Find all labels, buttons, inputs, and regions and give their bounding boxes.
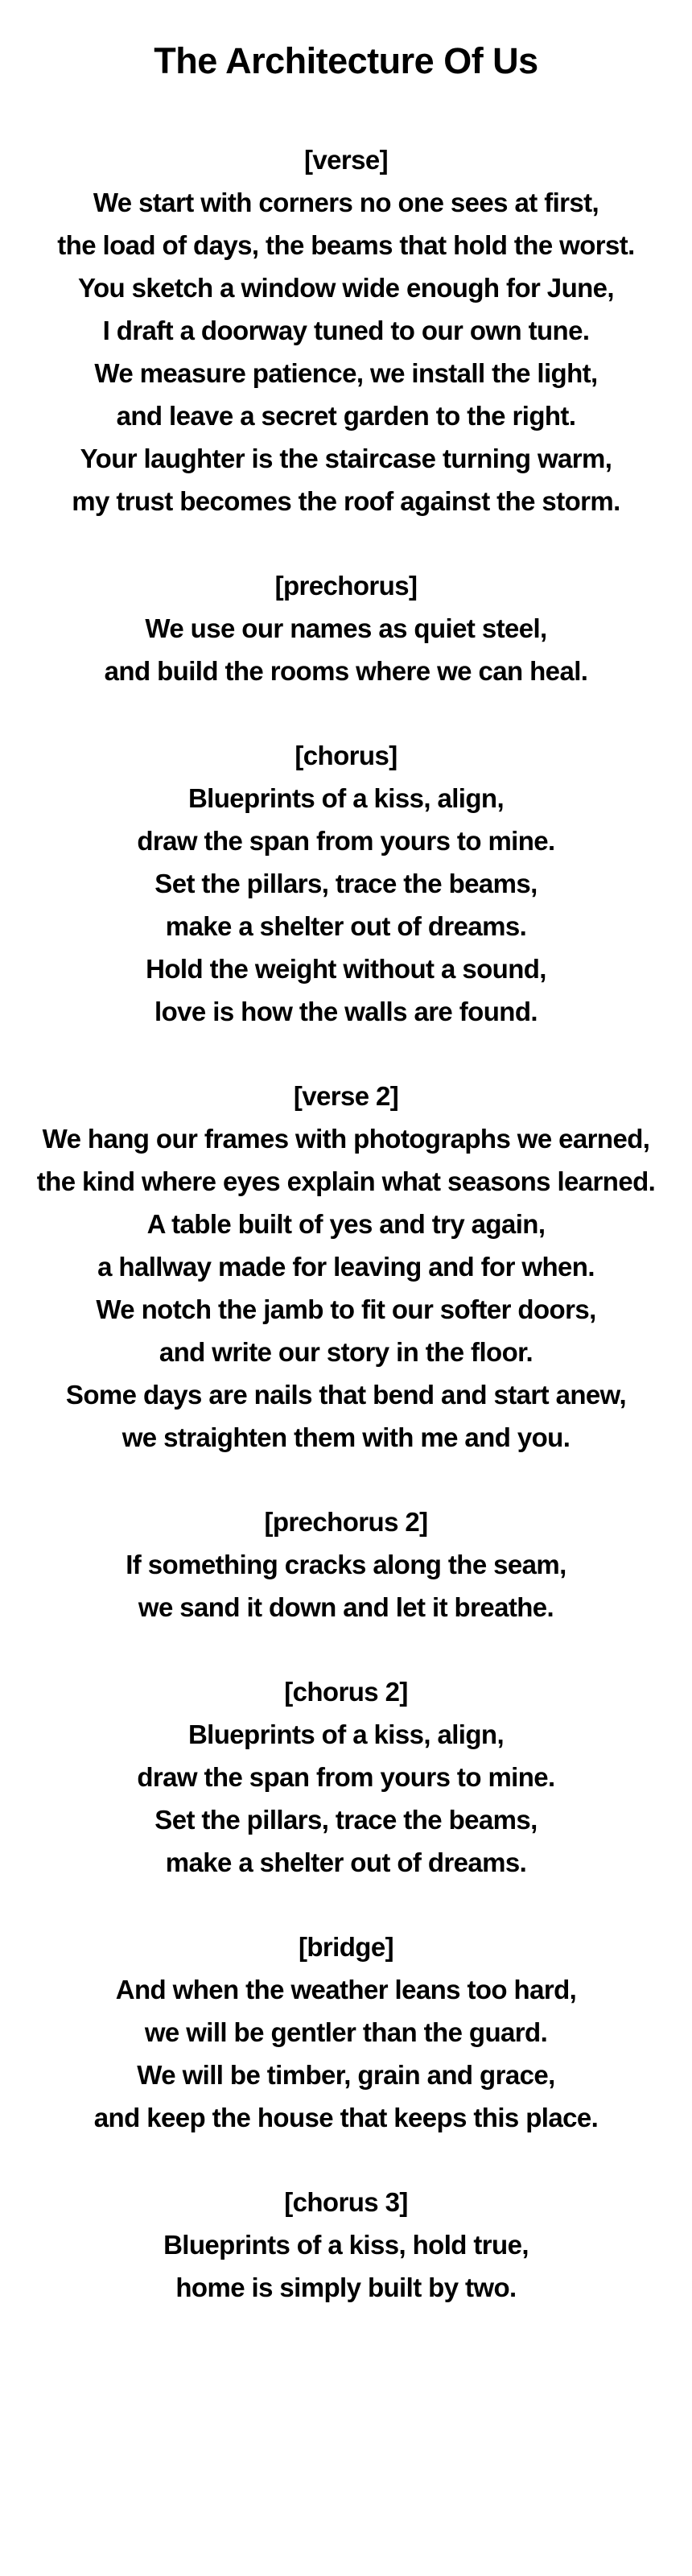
section-bridge	[0, 1926, 692, 2139]
section-chorus-2	[0, 1670, 692, 1884]
lyric-line: We start with corners no one sees at first,	[93, 188, 599, 217]
lyric-line: make a shelter out of dreams.	[165, 1847, 527, 1877]
lyric-line: Some days are nails that bend and start anew,	[65, 1380, 627, 1410]
section-label: [prechorus]	[274, 571, 418, 601]
lyric-line: we sand it down and let it breathe.	[138, 1592, 554, 1622]
lyric-line: we straighten them with me and you.	[122, 1422, 570, 1452]
lyric-line: and build the rooms where we can heal.	[104, 656, 588, 686]
lyric-line: We will be timber, grain and grace,	[137, 2060, 555, 2090]
lyric-line: and keep the house that keeps this place.	[93, 2103, 599, 2132]
lyric-line: We use our names as quiet steel,	[145, 613, 547, 643]
lyric-line: draw the span from yours to mine.	[137, 826, 555, 856]
lyric-line: the kind where eyes explain what seasons learned.	[36, 1166, 656, 1196]
lyric-line: make a shelter out of dreams.	[165, 911, 527, 941]
lyric-line: Blueprints of a kiss, hold true,	[163, 2230, 529, 2260]
section-label: [chorus]	[295, 741, 397, 770]
lyric-line: I draft a doorway tuned to our own tune.	[102, 316, 590, 345]
lyric-line: love is how the walls are found.	[154, 997, 538, 1026]
section-label: [verse 2]	[293, 1081, 399, 1111]
lyric-line: We measure patience, we install the light,	[94, 358, 598, 388]
section-label: [chorus 3]	[284, 2187, 408, 2217]
lyric-line: A table built of yes and try again,	[146, 1209, 546, 1239]
lyric-line: We notch the jamb to fit our softer doors,	[96, 1294, 596, 1324]
lyric-line: draw the span from yours to mine.	[137, 1762, 555, 1792]
section-chorus	[0, 734, 692, 1033]
lyric-line: and leave a secret garden to the right.	[116, 401, 576, 431]
lyric-line: Hold the weight without a sound,	[146, 954, 546, 984]
lyric-line: Blueprints of a kiss, align,	[187, 783, 505, 813]
section-label: [prechorus 2]	[264, 1507, 428, 1537]
section-label: [bridge]	[298, 1932, 393, 1962]
lyric-line: Your laughter is the staircase turning warm,	[80, 444, 612, 473]
lyric-line: and write our story in the floor.	[159, 1337, 533, 1367]
song-title: The Architecture Of Us	[154, 40, 538, 81]
lyric-line: If something cracks along the seam,	[126, 1550, 566, 1579]
section-verse-2	[0, 1075, 692, 1459]
lyric-line: You sketch a window wide enough for June,	[77, 273, 614, 303]
section-prechorus-2	[0, 1501, 692, 1629]
section-verse	[0, 138, 692, 522]
lyric-line: we will be gentler than the guard.	[144, 2017, 548, 2047]
lyric-line: Set the pillars, trace the beams,	[154, 1805, 538, 1835]
lyric-line: home is simply built by two.	[175, 2273, 517, 2302]
lyric-line: And when the weather leans too hard,	[115, 1975, 577, 2004]
section-label: [chorus 2]	[284, 1677, 408, 1707]
lyric-line: a hallway made for leaving and for when.	[97, 1252, 595, 1282]
lyric-line: Blueprints of a kiss, align,	[187, 1719, 505, 1749]
lyric-line: Set the pillars, trace the beams,	[154, 869, 538, 898]
section-label: [verse]	[303, 145, 389, 175]
lyric-line: We hang our frames with photographs we earned,	[42, 1124, 650, 1154]
lyric-line: my trust becomes the roof against the storm.	[72, 486, 620, 516]
section-chorus-3	[0, 2181, 692, 2309]
lyric-line: the load of days, the beams that hold the worst.	[57, 230, 635, 260]
section-prechorus	[0, 564, 692, 692]
